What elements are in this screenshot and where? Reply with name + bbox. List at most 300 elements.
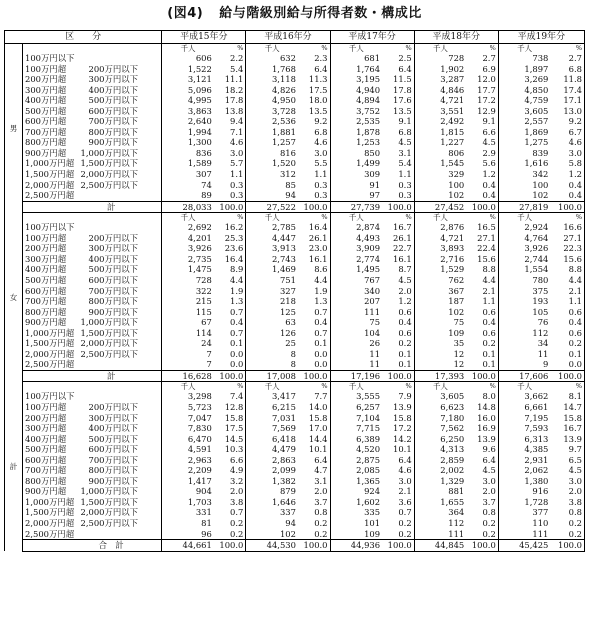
- count-cell: 193: [498, 296, 550, 307]
- total-count: 27,522: [246, 201, 298, 213]
- count-cell: 96: [162, 529, 214, 540]
- count-cell: 762: [414, 275, 466, 286]
- income-band: [23, 158, 162, 169]
- unit-pct: %: [489, 382, 496, 391]
- count-cell: 1,499: [330, 158, 382, 169]
- pct-cell: 14.4: [308, 433, 328, 444]
- count-cell: 2,535: [330, 116, 382, 127]
- band-to: 2,500万円以下: [80, 179, 139, 190]
- pct-cell: 8.6: [314, 264, 328, 275]
- band-to: 700万円以下: [88, 454, 139, 465]
- count-cell: 76: [498, 317, 550, 328]
- count-cell: 3,863: [162, 106, 214, 117]
- count-cell: 7,715: [330, 423, 382, 434]
- band-from: 1,000万円超: [25, 158, 75, 169]
- count-cell: 89: [162, 190, 214, 201]
- unit-spacer: [23, 44, 162, 54]
- pct-cell: 0.7: [398, 507, 412, 518]
- band-from: 800万円超: [25, 306, 67, 317]
- pct-cell: 14.5: [224, 433, 244, 444]
- pct-cell: 17.1: [550, 95, 584, 106]
- total-label: 計: [23, 201, 162, 213]
- total-pct: 100.0: [214, 540, 246, 552]
- count-cell: 8: [246, 349, 298, 360]
- unit-count: 千人: [330, 382, 382, 392]
- band-from: 600万円超: [25, 285, 67, 296]
- count-cell: 1,329: [414, 476, 466, 487]
- count-cell: 6,470: [162, 434, 214, 445]
- pct-cell: 3.6: [398, 496, 412, 507]
- count-cell: 110: [498, 518, 550, 529]
- count-cell: 4,826: [246, 85, 298, 96]
- count-cell: 1,365: [330, 476, 382, 487]
- unit-count: 千人: [498, 213, 550, 223]
- table-row: [5, 127, 585, 138]
- pct-cell: 8.9: [230, 264, 244, 275]
- total-count: 44,936: [330, 540, 382, 552]
- band-to: 700万円以下: [88, 285, 139, 296]
- count-cell: 1,703: [162, 497, 214, 508]
- count-cell: 6,250: [414, 434, 466, 445]
- pct-cell: 0.3: [314, 190, 328, 201]
- count-cell: 3,121: [162, 74, 214, 85]
- count-cell: 4,520: [330, 444, 382, 455]
- band-to: 1,000万円以下: [80, 486, 139, 497]
- pct-cell: 7.4: [230, 391, 244, 402]
- unit-count: 千人: [414, 44, 466, 54]
- pct-cell: 16.9: [477, 423, 496, 434]
- pct-cell: 1.9: [230, 285, 244, 296]
- pct-cell: 2.0: [482, 486, 496, 497]
- total-label: 計: [23, 370, 162, 382]
- band-from: 1,500万円超: [25, 507, 75, 518]
- count-cell: 4,591: [162, 444, 214, 455]
- count-cell: 1,522: [162, 64, 214, 75]
- band-from: 2,500万円超: [25, 359, 75, 370]
- group-label: 計: [5, 382, 23, 551]
- pct-cell: 14.7: [550, 402, 584, 413]
- pct-cell: 16.7: [393, 222, 412, 233]
- pct-cell: 16.1: [308, 253, 328, 264]
- count-cell: 1,869: [498, 127, 550, 138]
- band-to: 2,000万円以下: [80, 338, 139, 349]
- pct-cell: 0.6: [398, 306, 412, 317]
- pct-cell: 17.0: [308, 423, 328, 434]
- count-cell: 7: [162, 349, 214, 360]
- unit-row: [5, 382, 585, 392]
- count-cell: 102: [414, 190, 466, 201]
- pct-cell: 0.3: [398, 190, 412, 201]
- pct-cell: 15.8: [393, 412, 412, 423]
- pct-cell: 5.5: [314, 158, 328, 169]
- table-row: [5, 391, 585, 402]
- income-band: [23, 233, 162, 244]
- count-cell: 3,728: [246, 106, 298, 117]
- band-from: 2,000万円超: [25, 179, 75, 190]
- unit-count: 千人: [330, 213, 382, 223]
- total-pct: 100.0: [298, 201, 330, 213]
- table-row: [5, 285, 585, 296]
- pct-cell: 13.9: [477, 433, 496, 444]
- total-row: [5, 540, 585, 552]
- count-cell: 4,479: [246, 444, 298, 455]
- header-year: 平成15年分: [162, 31, 246, 44]
- count-cell: 4,493: [330, 233, 382, 244]
- pct-cell: 10.1: [308, 444, 328, 455]
- pct-cell: 3.0: [550, 148, 584, 159]
- pct-cell: 1.1: [314, 169, 328, 180]
- pct-cell: 0.2: [550, 518, 584, 529]
- count-cell: 1,764: [330, 64, 382, 75]
- income-band: [23, 465, 162, 476]
- count-cell: 3,417: [246, 391, 298, 402]
- pct-cell: 26.1: [308, 232, 328, 243]
- band-to: 200万円以下: [88, 63, 139, 74]
- band-to: 800万円以下: [88, 296, 139, 307]
- income-band: [23, 486, 162, 497]
- total-pct: 100.0: [298, 370, 330, 382]
- pct-cell: 10.3: [224, 444, 244, 455]
- pct-cell: 2.0: [398, 285, 412, 296]
- count-cell: 7,569: [246, 423, 298, 434]
- count-cell: 102: [414, 307, 466, 318]
- pct-cell: 0.0: [314, 348, 328, 359]
- count-cell: 1,602: [330, 497, 382, 508]
- total-pct: 100.0: [214, 201, 246, 213]
- band-from: 2,500万円超: [25, 190, 75, 201]
- count-cell: 11: [330, 359, 382, 370]
- count-cell: 1,655: [414, 497, 466, 508]
- count-cell: 3,752: [330, 106, 382, 117]
- band-to: 2,000万円以下: [80, 169, 139, 180]
- table-row: [5, 85, 585, 96]
- income-band: [23, 64, 162, 75]
- pct-cell: 1.1: [482, 296, 496, 307]
- pct-cell: 0.6: [398, 327, 412, 338]
- pct-cell: 0.1: [482, 348, 496, 359]
- count-cell: 35: [414, 338, 466, 349]
- pct-cell: 0.4: [550, 180, 584, 191]
- band-to: 500万円以下: [88, 264, 139, 275]
- income-band: [23, 127, 162, 138]
- count-cell: 7,593: [498, 423, 550, 434]
- pct-cell: 9.6: [482, 444, 496, 455]
- pct-cell: 14.2: [393, 433, 412, 444]
- count-cell: 1,380: [498, 476, 550, 487]
- count-cell: 85: [246, 180, 298, 191]
- table-row: [5, 444, 585, 455]
- count-cell: 2,735: [162, 254, 214, 265]
- band-to: 1,000万円以下: [80, 147, 139, 158]
- pct-cell: 13.8: [224, 105, 244, 116]
- pct-cell: 14.8: [477, 401, 496, 412]
- pct-cell: 3.0: [314, 147, 328, 158]
- pct-cell: 9.2: [314, 116, 328, 127]
- pct-cell: 1.3: [230, 296, 244, 307]
- count-cell: 3,555: [330, 391, 382, 402]
- band-to: 1,500万円以下: [80, 158, 139, 169]
- group-label: 女: [5, 213, 23, 382]
- count-cell: 5,096: [162, 85, 214, 96]
- pct-cell: 17.2: [393, 423, 412, 434]
- pct-cell: 9.1: [482, 116, 496, 127]
- unit-pct: %: [405, 44, 412, 52]
- band-from: 800万円超: [25, 475, 67, 486]
- band-to: 400万円以下: [88, 84, 139, 95]
- pct-cell: 3.0: [230, 147, 244, 158]
- count-cell: 327: [246, 285, 298, 296]
- count-cell: 2,640: [162, 116, 214, 127]
- pct-cell: 0.7: [230, 327, 244, 338]
- table-row: [5, 307, 585, 318]
- table-row: [5, 148, 585, 159]
- count-cell: 916: [498, 486, 550, 497]
- income-band: [23, 423, 162, 434]
- pct-cell: 0.2: [398, 517, 412, 528]
- pct-cell: 0.2: [550, 338, 584, 349]
- total-count: 27,739: [330, 201, 382, 213]
- unit-count: 千人: [330, 44, 382, 54]
- income-band: [23, 455, 162, 466]
- pct-cell: 17.6: [393, 95, 412, 106]
- count-cell: 2,774: [330, 254, 382, 265]
- count-cell: 1,902: [414, 64, 466, 75]
- pct-cell: 2.0: [314, 486, 328, 497]
- pct-cell: 0.4: [482, 317, 496, 328]
- pct-cell: 16.6: [550, 222, 584, 233]
- pct-cell: 9.4: [230, 116, 244, 127]
- pct-cell: 2.7: [482, 53, 496, 64]
- band-to: 200万円以下: [88, 232, 139, 243]
- table-row: [5, 465, 585, 476]
- count-cell: 5,723: [162, 402, 214, 413]
- pct-cell: 0.2: [314, 528, 328, 539]
- total-count: 27,452: [414, 201, 466, 213]
- pct-cell: 4.7: [314, 465, 328, 476]
- band-from: 600万円超: [25, 454, 67, 465]
- pct-cell: 0.6: [550, 328, 584, 339]
- count-cell: 109: [330, 529, 382, 540]
- count-cell: 1,417: [162, 476, 214, 487]
- pct-cell: 15.6: [550, 254, 584, 265]
- count-cell: 881: [414, 486, 466, 497]
- count-cell: 3,605: [498, 106, 550, 117]
- pct-cell: 0.6: [482, 306, 496, 317]
- count-cell: 342: [498, 169, 550, 180]
- pct-cell: 0.6: [550, 307, 584, 318]
- pct-cell: 6.6: [482, 126, 496, 137]
- income-distribution-table: [4, 30, 585, 552]
- band-to: 900万円以下: [88, 475, 139, 486]
- pct-cell: 0.3: [230, 179, 244, 190]
- pct-cell: 8.8: [550, 264, 584, 275]
- band-to: 1,000万円以下: [80, 317, 139, 328]
- count-cell: 767: [330, 275, 382, 286]
- count-cell: 3,893: [414, 243, 466, 254]
- count-cell: 2,536: [246, 116, 298, 127]
- band-from: 400万円超: [25, 433, 67, 444]
- band-from: 100万円超: [25, 401, 67, 412]
- pct-cell: 11.3: [308, 74, 328, 85]
- pct-cell: 0.8: [550, 507, 584, 518]
- pct-cell: 0.3: [314, 179, 328, 190]
- count-cell: 75: [414, 317, 466, 328]
- pct-cell: 0.2: [398, 338, 412, 349]
- count-cell: 91: [330, 180, 382, 191]
- pct-cell: 0.2: [314, 517, 328, 528]
- unit-pct: %: [405, 382, 412, 391]
- count-cell: 751: [246, 275, 298, 286]
- count-cell: 1,253: [330, 137, 382, 148]
- pct-cell: 2.1: [482, 285, 496, 296]
- band-from: 700万円超: [25, 296, 67, 307]
- total-count: 17,008: [246, 370, 298, 382]
- table-row: [5, 296, 585, 307]
- count-cell: 7,830: [162, 423, 214, 434]
- pct-cell: 4.6: [314, 137, 328, 148]
- band-to: 300万円以下: [88, 243, 139, 254]
- pct-cell: 0.6: [482, 327, 496, 338]
- count-cell: 111: [498, 529, 550, 540]
- count-cell: 6,313: [498, 434, 550, 445]
- table-row: [5, 328, 585, 339]
- pct-cell: 22.3: [550, 243, 584, 254]
- band-to: 1,500万円以下: [80, 496, 139, 507]
- count-cell: 102: [246, 529, 298, 540]
- table-row: [5, 349, 585, 360]
- income-band: [23, 243, 162, 254]
- count-cell: 337: [246, 507, 298, 518]
- band-from: 200万円超: [25, 74, 67, 85]
- table-row: [5, 275, 585, 286]
- count-cell: 1,257: [246, 137, 298, 148]
- pct-cell: 0.1: [482, 359, 496, 370]
- figure-caption: 給与階級別給与所得者数・構成比: [219, 6, 422, 21]
- band-to: 500万円以下: [88, 433, 139, 444]
- count-cell: 312: [246, 169, 298, 180]
- header-year: 平成16年分: [246, 31, 330, 44]
- pct-cell: 4.5: [482, 137, 496, 148]
- unit-count: 千人: [414, 213, 466, 223]
- pct-cell: 0.7: [230, 507, 244, 518]
- band-to: 900万円以下: [88, 306, 139, 317]
- pct-cell: 6.4: [482, 454, 496, 465]
- pct-cell: 13.9: [393, 401, 412, 412]
- figure-title: [0, 0, 589, 28]
- income-band: [23, 275, 162, 286]
- pct-cell: 2.1: [398, 486, 412, 497]
- pct-cell: 2.5: [398, 53, 412, 64]
- count-cell: 67: [162, 317, 214, 328]
- unit-count: 千人: [414, 382, 466, 392]
- count-cell: 4,759: [498, 95, 550, 106]
- pct-cell: 0.4: [398, 317, 412, 328]
- pct-cell: 14.0: [308, 401, 328, 412]
- band-from: 100万円超: [25, 63, 67, 74]
- count-cell: 7,562: [414, 423, 466, 434]
- count-cell: 1,589: [162, 158, 214, 169]
- table-row: [5, 518, 585, 529]
- band-from: 100万円以下: [25, 53, 75, 64]
- total-count: 44,530: [246, 540, 298, 552]
- total-count: 27,819: [498, 201, 550, 213]
- count-cell: 2,692: [162, 222, 214, 233]
- band-from: 100万円超: [25, 232, 67, 243]
- table-row: [5, 64, 585, 75]
- unit-count: 千人: [162, 382, 214, 392]
- unit-pct: %: [489, 213, 496, 222]
- pct-cell: 0.2: [230, 517, 244, 528]
- band-from: 2,500万円超: [25, 528, 75, 539]
- unit-row: [5, 213, 585, 223]
- pct-cell: 15.8: [308, 412, 328, 423]
- income-band: [23, 497, 162, 508]
- band-from: 400万円超: [25, 264, 67, 275]
- count-cell: 75: [330, 317, 382, 328]
- pct-cell: 0.7: [314, 327, 328, 338]
- count-cell: 11: [498, 349, 550, 360]
- pct-cell: 9.1: [398, 116, 412, 127]
- pct-cell: 0.0: [314, 359, 328, 370]
- pct-cell: 13.5: [393, 105, 412, 116]
- count-cell: 105: [498, 307, 550, 318]
- table-row: [5, 423, 585, 434]
- count-cell: 816: [246, 148, 298, 159]
- pct-cell: 0.3: [398, 179, 412, 190]
- pct-cell: 6.5: [550, 455, 584, 466]
- band-from: 900万円超: [25, 317, 67, 328]
- count-cell: 6,215: [246, 402, 298, 413]
- total-pct: 100.0: [382, 370, 414, 382]
- pct-cell: 0.1: [314, 338, 328, 349]
- count-cell: 780: [498, 275, 550, 286]
- unit-count: 千人: [498, 382, 550, 392]
- band-to: 800万円以下: [88, 465, 139, 476]
- count-cell: 7,180: [414, 413, 466, 424]
- total-row: [5, 370, 585, 382]
- pct-cell: 27.1: [477, 232, 496, 243]
- band-from: 300万円超: [25, 253, 67, 264]
- band-from: 500万円超: [25, 444, 67, 455]
- pct-cell: 26.1: [393, 232, 412, 243]
- pct-cell: 15.6: [477, 253, 496, 264]
- count-cell: 34: [498, 338, 550, 349]
- count-cell: 7,047: [162, 413, 214, 424]
- pct-cell: 2.3: [314, 53, 328, 64]
- unit-count: 千人: [498, 44, 550, 54]
- count-cell: 6,418: [246, 434, 298, 445]
- income-band: [23, 53, 162, 64]
- pct-cell: 5.8: [550, 158, 584, 169]
- count-cell: 112: [498, 328, 550, 339]
- unit-pct: %: [405, 213, 412, 222]
- count-cell: 335: [330, 507, 382, 518]
- income-band: [23, 391, 162, 402]
- band-from: 200万円超: [25, 412, 67, 423]
- income-band: [23, 359, 162, 370]
- band-to: 500万円以下: [88, 95, 139, 106]
- count-cell: 26: [330, 338, 382, 349]
- pct-cell: 15.8: [224, 412, 244, 423]
- income-band: [23, 444, 162, 455]
- band-from: 400万円超: [25, 95, 67, 106]
- pct-cell: 1.3: [314, 296, 328, 307]
- count-cell: 4,385: [498, 444, 550, 455]
- pct-cell: 11.5: [393, 74, 412, 85]
- count-cell: 307: [162, 169, 214, 180]
- pct-cell: 22.7: [393, 243, 412, 254]
- count-cell: 2,085: [330, 465, 382, 476]
